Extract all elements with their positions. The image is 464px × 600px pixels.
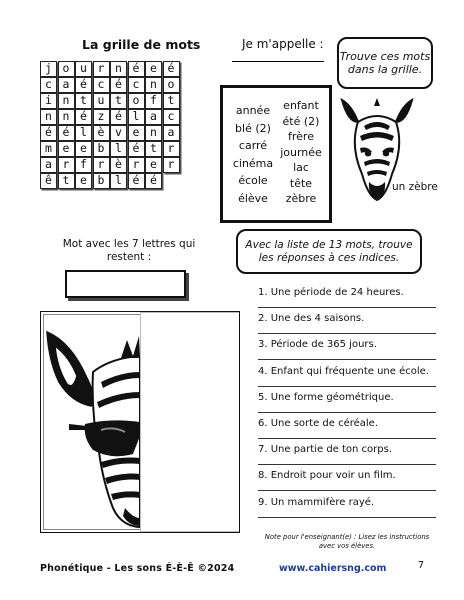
remaining-word-label: Mot avec les 7 lettres qui restent : xyxy=(62,238,196,263)
word-list-item: journée xyxy=(280,145,322,159)
clue-item xyxy=(258,417,436,443)
grid-cell[interactable]: z xyxy=(93,109,110,125)
word-list-item: enfant xyxy=(283,99,319,112)
grid-cell[interactable]: u xyxy=(93,93,110,109)
grid-cell[interactable]: t xyxy=(58,173,75,189)
grid-cell[interactable]: c xyxy=(163,109,180,125)
page-title: La grille de mots xyxy=(82,37,201,52)
answer-line[interactable] xyxy=(258,333,436,334)
name-label: Je m'appelle : xyxy=(242,37,324,51)
grid-cell[interactable]: r xyxy=(163,141,180,157)
clue-item xyxy=(258,312,436,338)
answer-line[interactable] xyxy=(258,464,436,465)
clue-item xyxy=(258,469,436,495)
answer-line[interactable] xyxy=(258,386,436,387)
grid-cell[interactable]: é xyxy=(110,109,127,125)
footer-title: Phonétique - Les sons É-È-Ê ©2024 xyxy=(40,563,235,574)
grid-cell[interactable]: a xyxy=(145,109,162,125)
clue-text: 9. Un mammifère rayé. xyxy=(258,496,375,508)
word-search-grid xyxy=(40,61,198,189)
answer-line[interactable] xyxy=(258,412,436,413)
word-list-left xyxy=(231,102,275,207)
grid-cell[interactable]: c xyxy=(128,77,145,93)
clue-text: 4. Enfant qui fréquente une école. xyxy=(258,365,429,377)
grid-cell[interactable]: é xyxy=(128,173,145,189)
clue-item xyxy=(258,338,436,364)
grid-cell[interactable]: r xyxy=(93,157,110,173)
word-list-item: lac xyxy=(293,161,309,174)
grid-cell[interactable]: é xyxy=(163,61,180,77)
grid-cell[interactable]: t xyxy=(145,141,162,157)
answer-line[interactable] xyxy=(258,359,436,360)
word-list-item: carré xyxy=(238,139,268,152)
grid-cell[interactable]: o xyxy=(163,77,180,93)
grid-cell[interactable]: a xyxy=(58,77,75,93)
grid-cell[interactable]: é xyxy=(128,141,145,157)
word-list-right xyxy=(278,98,324,207)
grid-cell[interactable]: e xyxy=(128,125,145,141)
answer-line[interactable] xyxy=(258,438,436,439)
grid-cell[interactable]: t xyxy=(110,93,127,109)
grid-cell[interactable]: é xyxy=(40,125,57,141)
grid-cell[interactable]: é xyxy=(75,109,92,125)
answer-line[interactable] xyxy=(258,307,436,308)
answer-line[interactable] xyxy=(258,517,436,518)
grid-cell[interactable]: l xyxy=(110,141,127,157)
grid-cell[interactable]: m xyxy=(40,141,57,157)
instruction-bubble: Trouve ces mots dans la grille. xyxy=(337,37,433,89)
half-zebra-drawing-frame xyxy=(40,311,240,533)
grid-cell[interactable]: t xyxy=(163,93,180,109)
grid-cell[interactable]: e xyxy=(58,141,75,157)
grid-cell[interactable]: e xyxy=(145,157,162,173)
grid-cell[interactable]: o xyxy=(58,61,75,77)
page-number: 7 xyxy=(418,560,425,571)
clue-text: 2. Une des 4 saisons. xyxy=(258,313,365,325)
grid-cell[interactable]: e xyxy=(75,173,92,189)
drawing-half-to-complete[interactable] xyxy=(140,312,240,532)
grid-cell[interactable]: v xyxy=(110,125,127,141)
grid-cell[interactable]: a xyxy=(163,125,180,141)
clues-instruction-bubble: Avec la liste de 13 mots, trouve les réponses à ces indices. xyxy=(236,229,422,274)
grid-cell[interactable]: e xyxy=(145,61,162,77)
grid-cell[interactable]: é xyxy=(75,77,92,93)
grid-cell[interactable]: r xyxy=(128,157,145,173)
teacher-note: Note pour l'enseignant(e) : Lisez les instructions avec vos élèves. xyxy=(264,533,430,550)
word-list-item: cinéma xyxy=(232,156,274,170)
grid-cell[interactable]: c xyxy=(40,77,57,93)
answer-line[interactable] xyxy=(258,490,436,491)
word-list-item: école xyxy=(238,174,268,187)
clue-list xyxy=(258,286,436,522)
grid-cell[interactable]: è xyxy=(93,125,110,141)
grid-cell[interactable]: b xyxy=(93,173,110,189)
grid-cell[interactable]: é xyxy=(145,173,162,189)
clue-item xyxy=(258,496,436,522)
grid-cell[interactable]: l xyxy=(75,125,92,141)
word-list-item: blé (2) xyxy=(235,121,271,135)
grid-cell[interactable]: l xyxy=(110,173,127,189)
clue-text: 6. Une sorte de céréale. xyxy=(258,417,379,429)
grid-cell[interactable]: o xyxy=(128,93,145,109)
grid-cell[interactable]: n xyxy=(40,109,57,125)
grid-cell[interactable]: è xyxy=(110,157,127,173)
grid-cell[interactable]: l xyxy=(128,109,145,125)
zebra-caption: un zèbre xyxy=(392,181,438,193)
grid-cell[interactable]: n xyxy=(110,61,127,77)
grid-cell[interactable]: f xyxy=(145,93,162,109)
grid-cell[interactable]: f xyxy=(75,157,92,173)
grid-cell[interactable]: e xyxy=(75,141,92,157)
grid-cell[interactable]: n xyxy=(145,125,162,141)
clue-text: 1. Une période de 24 heures. xyxy=(258,287,404,298)
clue-item xyxy=(258,286,436,312)
grid-cell[interactable]: n xyxy=(145,77,162,93)
grid-cell[interactable]: r xyxy=(93,61,110,77)
word-list-item: année xyxy=(235,104,271,117)
clue-text: 3. Période de 365 jours. xyxy=(258,339,377,351)
grid-cell[interactable]: i xyxy=(40,93,57,109)
grid-cell[interactable]: b xyxy=(93,141,110,157)
grid-cell[interactable]: j xyxy=(40,61,57,77)
word-list-box xyxy=(220,85,332,223)
clue-item xyxy=(258,443,436,469)
clue-text: 7. Une partie de ton corps. xyxy=(258,444,393,456)
word-list-item: frère xyxy=(288,130,314,143)
word-list-item: tête xyxy=(289,176,313,190)
clue-item xyxy=(258,365,436,391)
grid-cell[interactable]: é xyxy=(110,77,127,93)
clue-item xyxy=(258,391,436,417)
word-list-item: été (2) xyxy=(282,114,320,128)
grid-cell[interactable]: n xyxy=(58,109,75,125)
grid-cell[interactable]: a xyxy=(40,157,57,173)
grid-cell[interactable]: t xyxy=(75,93,92,109)
name-line[interactable] xyxy=(232,61,324,62)
grid-cell[interactable]: é xyxy=(128,61,145,77)
clue-text: 8. Endroit pour voir un film. xyxy=(258,470,396,482)
grid-cell[interactable]: r xyxy=(58,157,75,173)
clue-text: 5. Une forme géométrique. xyxy=(258,391,394,403)
footer-website-link[interactable]: www.cahiersng.com xyxy=(279,563,387,574)
remaining-word-input[interactable] xyxy=(65,270,186,298)
grid-cell[interactable]: ê xyxy=(40,173,57,189)
grid-cell[interactable]: n xyxy=(58,93,75,109)
grid-cell[interactable]: u xyxy=(75,61,92,77)
word-list-item: zèbre xyxy=(285,192,317,205)
grid-cell[interactable]: c xyxy=(93,77,110,93)
grid-cell[interactable]: é xyxy=(58,125,75,141)
word-list-item: élève xyxy=(238,191,268,205)
grid-cell[interactable]: r xyxy=(163,157,180,173)
